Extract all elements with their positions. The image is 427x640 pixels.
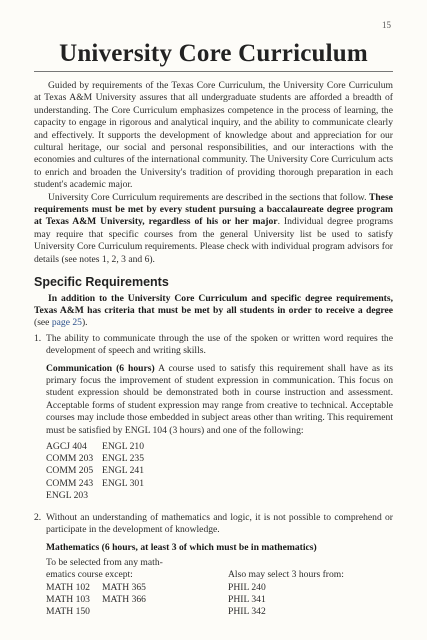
item-text: The ability to communicate through the use of the spoken or written word requires the development of speech and writing skills.	[46, 332, 393, 357]
section-heading: Specific Requirements	[34, 275, 169, 290]
course-code: COMM 243	[46, 477, 94, 489]
course-code: MATH 366	[102, 593, 146, 605]
course-code: AGCJ 404	[46, 440, 87, 452]
page-25-link[interactable]: page 25	[51, 317, 82, 329]
course-code: ENGL 241	[102, 465, 145, 477]
requirement-item-1	[34, 333, 393, 358]
course-code: ENGL 203	[46, 489, 89, 501]
course-code: PHIL 341	[228, 593, 266, 605]
intro-paragraph: Guided by requirements of the Texas Core Curriculum, the University Core Curriculum at Texas A&M University assures that all undergraduate students are afforded a breadth of understanding. The Core Curriculum emphasizes competence in the process of learning, the capacity to engage in rigorous and analytical inquiry, and the ability to communicate clearly and effectively. It supports the development of knowledge about and appreciation for our cultural heritage, our social and personal responsibilities, and our interactions with the economies and cultures of the international community. The University Core Curriculum acts to enrich and broaden the University's tradition of providing thorough preparation in each student's academic major.	[34, 80, 393, 191]
course-code: MATH 102	[46, 581, 90, 593]
course-code: PHIL 342	[228, 606, 266, 618]
communication-text: A course used to satisfy this requirement shall have as its primary focus the improvement of student expression in communication. This focus on student expression should be demonstrated both in course instruction and assessment. Acceptable forms of student expression may range from creative to technical. Acceptable courses may include those embedded in subject areas other than writing. This requirement must be satisfied by ENGL 104 (3 hours) and one of the following:	[46, 362, 393, 436]
intro-text: University Core Curriculum requirements are described in the sections that follow.	[48, 191, 370, 203]
math-intro-line: To be selected from any math-	[46, 557, 163, 569]
course-code: PHIL 240	[228, 581, 266, 593]
course-code: MATH 103	[46, 593, 90, 605]
course-code: ENGL 235	[102, 453, 145, 465]
close-paren: ).	[81, 317, 88, 329]
course-code: COMM 203	[46, 453, 94, 465]
course-code: MATH 150	[46, 606, 90, 618]
math-course-table	[46, 557, 393, 618]
item-number: 1.	[34, 332, 42, 344]
math-heading	[46, 542, 393, 554]
page-number: 15	[382, 20, 391, 30]
course-code: ENGL 301	[102, 477, 145, 489]
math-also-label: Also may select 3 hours from:	[228, 569, 344, 581]
course-code	[102, 490, 162, 502]
requirement-item-2	[34, 512, 393, 537]
page-title: University Core Curriculum	[59, 40, 368, 67]
communication-heading: Communication (6 hours)	[46, 362, 155, 374]
intro-bold-text: These requirements must be met by every student pursuing a baccalaureate degree program at Texas A&M University, regardless of his or her major	[34, 191, 393, 228]
course-code: COMM 205	[46, 465, 94, 477]
item-number: 2.	[34, 511, 42, 523]
intro-text-end: . Individual degree programs may require that specific courses from the general University list be used to satisfy University Core Curriculum requirements. Please check with individual program advisors for details (see notes 1, 2, 3 and 6).	[34, 216, 394, 265]
course-code: MATH 365	[102, 581, 146, 593]
communication-paragraph	[46, 363, 393, 437]
course-code: ENGL 210	[102, 440, 145, 452]
specific-bold-text: In addition to the University Core Curriculum and specific degree requirements, Texas A&M has criteria that must be met by all students in order to receive a degree	[34, 292, 393, 316]
specific-paragraph	[34, 293, 393, 330]
intro-paragraph-2	[34, 192, 393, 266]
main-content	[34, 80, 393, 618]
title-divider	[34, 71, 393, 72]
course-code	[102, 606, 228, 618]
math-heading-text: Mathematics (6 hours, at least 3 of which must be in mathematics)	[46, 541, 317, 553]
item-text: Without an understanding of mathematics and logic, it is not possible to comprehend or participate in the development of knowledge.	[46, 511, 393, 536]
communication-course-list	[46, 441, 393, 502]
empty-cell	[228, 557, 393, 569]
see-text: (see	[34, 317, 52, 329]
math-intro-line: ematics course except:	[46, 569, 133, 581]
